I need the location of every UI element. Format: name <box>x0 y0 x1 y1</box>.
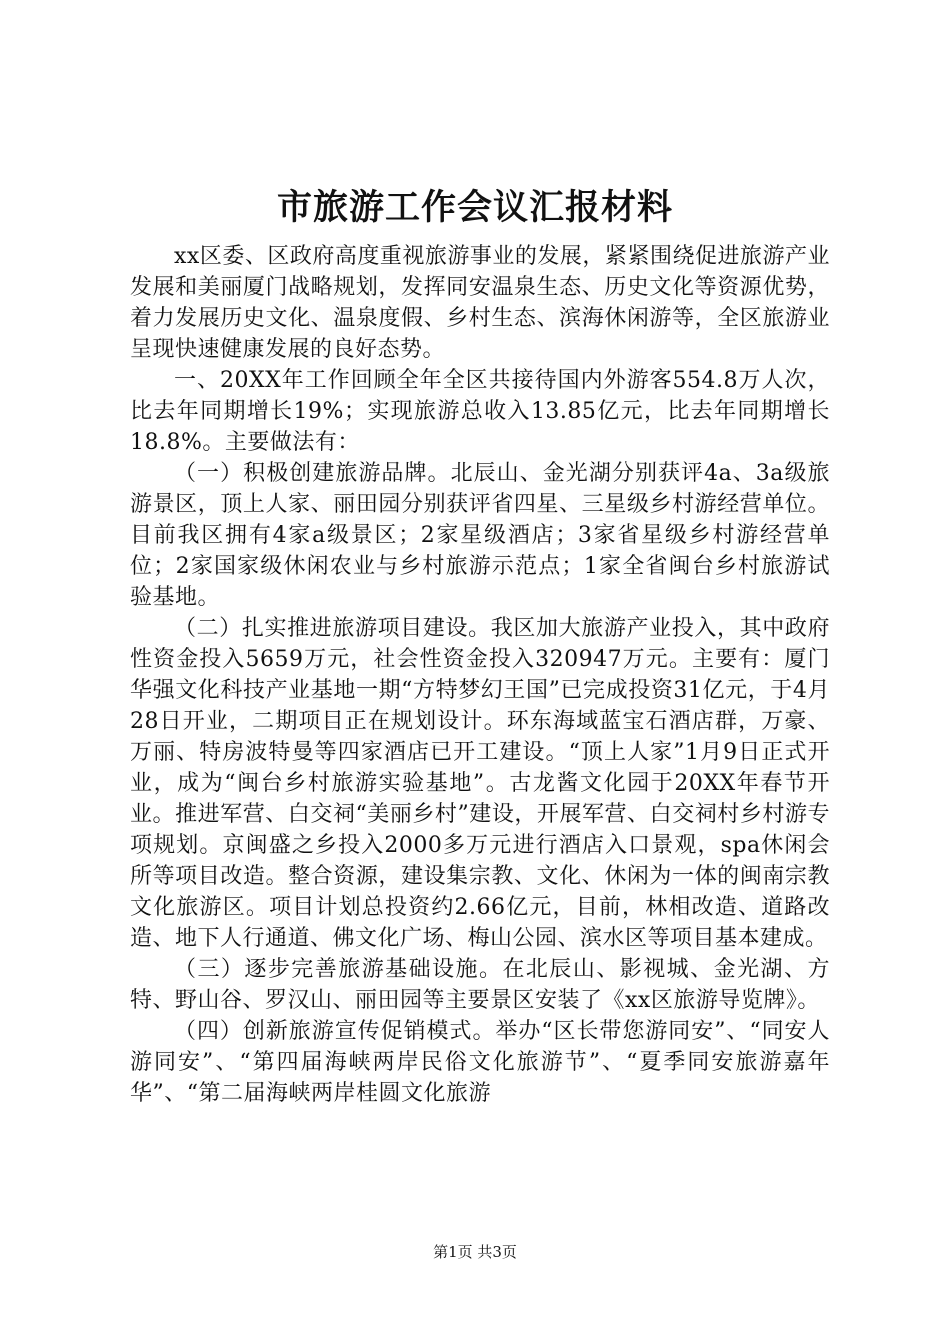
paragraph-item-2: （二）扎实推进旅游项目建设。我区加大旅游产业投入，其中政府性资金投入5659万元，社会性资金投入320947万元。主要有：厦门华强文化科技产业基地一期“方特梦幻王国”已完成投资31亿元，于4月28日开业，二期项目正在规划设计。环东海域蓝宝石酒店群，万豪、万丽、特房波特曼等四家酒店已开工建设。“顶上人家”1月9日正式开业，成为“闽台乡村旅游实验基地”。古龙酱文化园于20XX年春节开业。推进军营、白交祠“美丽乡村”建设，开展军营、白交祠村乡村游专项规划。京闽盛之乡投入2000多万元进行酒店入口景观，spa休闲会所等项目改造。整合资源，建设集宗教、文化、休闲为一体的闽南宗教文化旅游区。项目计划总投资约2.66亿元，目前，林相改造、道路改造、地下人行通道、佛文化广场、梅山公园、滨水区等项目基本建成。 <box>130 616 830 951</box>
document-title: 市旅游工作会议汇报材料 <box>276 187 673 228</box>
document-body <box>130 241 830 1109</box>
paragraph-item-3: （三）逐步完善旅游基础设施。在北辰山、影视城、金光湖、方特、野山谷、罗汉山、丽田园等主要景区安装了《xx区旅游导览牌》。 <box>130 957 830 1013</box>
paragraph-item-1: （一）积极创建旅游品牌。北辰山、金光湖分别获评4a、3a级旅游景区，顶上人家、丽田园分别获评省四星、三星级乡村游经营单位。目前我区拥有4家a级景区；2家星级酒店；3家省星级乡村游经营单位；2家国家级休闲农业与乡村旅游示范点；1家全省闽台乡村旅游试验基地。 <box>130 461 830 610</box>
paragraph-intro: xx区委、区政府高度重视旅游事业的发展，紧紧围绕促进旅游产业发展和美丽厦门战略规划，发挥同安温泉生态、历史文化等资源优势，着力发展历史文化、温泉度假、乡村生态、滨海休闲游等，全区旅游业呈现快速健康发展的良好态势。 <box>130 244 830 362</box>
paragraph-item-4: （四）创新旅游宣传促销模式。举办“区长带您游同安”、“同安人游同安”、“第四届海峡两岸民俗文化旅游节”、“夏季同安旅游嘉年华”、“第二届海峡两岸桂圆文化旅游 <box>130 1019 830 1106</box>
page-number: 第1页 共3页 <box>433 1243 517 1261</box>
paragraph-section-1: 一、20XX年工作回顾全年全区共接待国内外游客554.8万人次，比去年同期增长19%；实现旅游总收入13.85亿元，比去年同期增长18.8%。主要做法有： <box>130 368 830 455</box>
